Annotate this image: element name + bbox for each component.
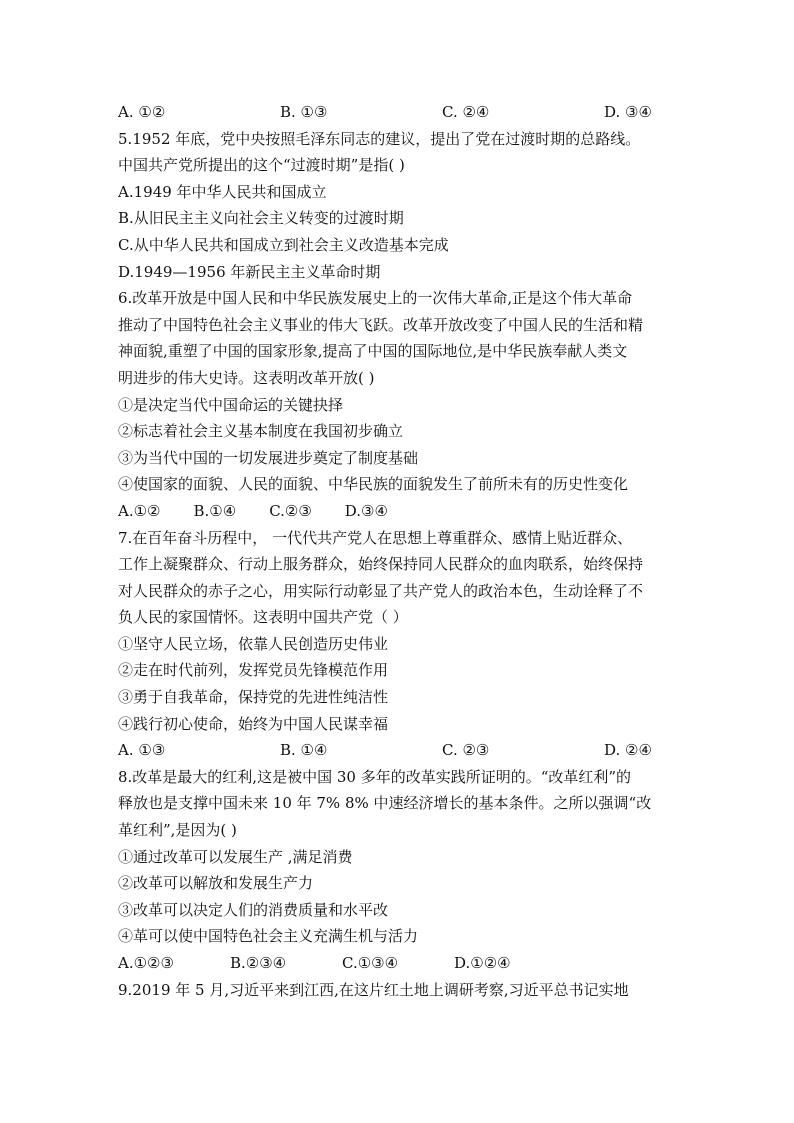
- q6-option-b: B.①④: [193, 501, 237, 520]
- q7-stem-line-1: 7.在百年奋斗历程中， 一代代共产党人在思想上尊重群众、感情上贴近群众、: [118, 528, 633, 547]
- q6-statement-3: ③为当代中国的一切发展进步奠定了制度基础: [118, 448, 419, 467]
- q5-option-c: C.从中华人民共和国成立到社会主义改造基本完成: [118, 235, 449, 254]
- q7-statement-3: ③勇于自我革命，保持党的先进性纯洁性: [118, 688, 389, 707]
- q8-stem-line-3: 革红利”,是因为( ): [118, 821, 237, 840]
- q8-option-d: D.①②④: [454, 954, 511, 972]
- q8-statement-3: ③改革可以决定人们的消费质量和水平改: [118, 900, 389, 919]
- q4-option-b: B. ①③: [280, 103, 328, 121]
- q6-stem-line-3: 神面貌,重塑了中国的国家形象,提高了中国的国际地位,是中华民族奉献人类文: [118, 342, 628, 361]
- q8-stem-line-2: 释放也是支撑中国未来 10 年 7% 8% 中速经济增长的基本条件。之所以强调“改: [118, 794, 652, 813]
- q7-stem-line-3: 对人民群众的赤子之心，用实际行动彰显了共产党人的政治本色，生动诠释了不: [118, 581, 644, 600]
- q8-option-a: A.①②③: [118, 954, 174, 972]
- q6-option-d: D.③④: [344, 501, 388, 520]
- q7-statement-1: ①坚守人民立场，依靠人民创造历史伟业: [118, 634, 389, 653]
- q5-option-b: B.从旧民主主义向社会主义转变的过渡时期: [118, 209, 404, 228]
- q6-stem-line-2: 推动了中国特色社会主义事业的伟大飞跃。改革开放改变了中国人民的生活和精: [118, 315, 644, 334]
- q6-option-a: A.①②: [118, 501, 161, 520]
- q6-option-c: C.②③: [269, 501, 312, 520]
- q7-statement-2: ②走在时代前列，发挥党员先锋模范作用: [118, 661, 389, 680]
- exam-page: [118, 99, 680, 1003]
- q5-option-d: D.1949—1956 年新民主主义革命时期: [118, 262, 381, 281]
- q6-stem-line-4: 明进步的伟大史诗。这表明改革开放( ): [118, 368, 375, 387]
- q8-statement-1: ①通过改革可以发展生产 ,满足消费: [118, 847, 353, 866]
- q4-option-a: A. ①②: [118, 103, 166, 121]
- q6-stem-line-1: 6.改革开放是中国人民和中华民族发展史上的一次伟大革命,正是这个伟大革命: [118, 289, 633, 308]
- q6-options: [118, 498, 680, 525]
- q7-option-c: C. ②③: [442, 741, 490, 760]
- q4-option-d: D. ③④: [604, 103, 652, 121]
- q4-option-c: C. ②④: [442, 103, 490, 121]
- q8-stem-line-1: 8.改革是最大的红利,这是被中国 30 多年的改革实践所证明的。“改革红利”的: [118, 767, 632, 786]
- q8-option-b: B.②③④: [230, 954, 287, 972]
- q7-stem-line-2: 工作上凝聚群众、行动上服务群众，始终保持同人民群众的血肉联系，始终保持: [118, 555, 644, 574]
- q8-option-c: C.①③④: [342, 954, 399, 972]
- q7-statement-4: ④践行初心使命，始终为中国人民谋幸福: [118, 714, 389, 733]
- q5-option-a: A.1949 年中华人民共和国成立: [118, 182, 327, 201]
- q5-stem-line-1: 5.1952 年底，党中央按照毛泽东同志的建议，提出了党在过渡时期的总路线。: [118, 129, 641, 148]
- q4-options: [118, 99, 680, 126]
- q9-stem-line-1: 9.2019 年 5 月,习近平来到江西,在这片红土地上调研考察,习近平总书记实地: [118, 980, 629, 999]
- q6-statement-4: ④使国家的面貌、人民的面貌、中华民族的面貌发生了前所未有的历史性变化: [118, 475, 629, 494]
- q8-statement-4: ④革可以使中国特色社会主义充满生机与活力: [118, 927, 419, 946]
- q6-statement-2: ②标志着社会主义基本制度在我国初步确立: [118, 422, 404, 441]
- q7-option-b: B. ①④: [280, 741, 328, 760]
- q6-statement-1: ①是决定当代中国命运的关键抉择: [118, 395, 344, 414]
- q8-options: [118, 950, 680, 977]
- q7-option-a: A. ①③: [118, 741, 166, 760]
- q7-stem-line-4: 负人民的家国情怀。这表明中国共产党（ ）: [118, 608, 408, 627]
- q5-stem-line-2: 中国共产党所提出的这个“过渡时期”是指( ): [118, 156, 405, 175]
- q8-statement-2: ②改革可以解放和发展生产力: [118, 874, 314, 893]
- q7-options: [118, 737, 680, 764]
- q7-option-d: D. ②④: [604, 741, 652, 760]
